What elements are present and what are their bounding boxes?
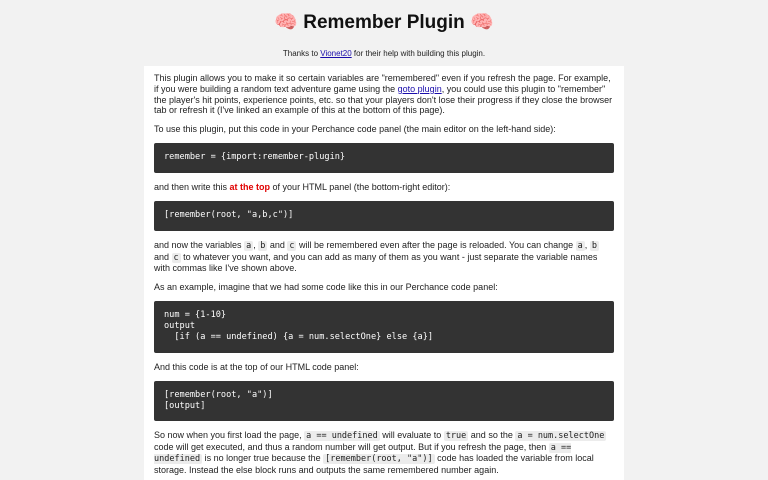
vars-comma2: , bbox=[584, 239, 590, 250]
usage-paragraph: To use this plugin, put this code in your Perchance code panel (the main editor on the left-hand side): bbox=[154, 124, 556, 135]
vars-and: and bbox=[267, 239, 288, 250]
inline-code-a: a bbox=[246, 240, 252, 251]
page-title: 🧠 Remember Plugin 🧠 bbox=[274, 12, 494, 33]
intro-text-b: , you could use this plugin to "remember" the player's hit points, experience points, etc. so that your players don't lose their progress if they close the browser tab or refresh it (I've linked an example of this at the bottom of this page). bbox=[154, 83, 613, 116]
vionet-link[interactable]: Vionet20 bbox=[320, 49, 352, 58]
inline-code-a2: a bbox=[577, 240, 583, 251]
example-paragraph: As an example, imagine that we had some code like this in our Perchance code panel: bbox=[154, 282, 498, 293]
then-text-b: of your HTML panel (the bottom-right editor): bbox=[270, 181, 451, 192]
inline-code-undefined-check: a == undefined bbox=[306, 430, 378, 441]
variables-paragraph bbox=[154, 240, 614, 274]
vars-comma: , bbox=[253, 239, 259, 250]
inline-code-c2: c bbox=[173, 252, 179, 263]
code-block-html[interactable]: [remember(root, "a")] [output] bbox=[154, 381, 614, 421]
thanks-suffix: for their help with building this plugin. bbox=[351, 49, 486, 58]
then-paragraph bbox=[154, 182, 614, 193]
first-text-d: code will get executed, and thus a random number will get output. But if you refresh the page, then bbox=[154, 441, 549, 452]
main-content bbox=[144, 66, 624, 480]
first-text-c: and so the bbox=[468, 429, 516, 440]
inline-code-remember-call: [remember(root, "a")] bbox=[325, 454, 433, 465]
thanks-line bbox=[0, 49, 768, 58]
thanks-prefix: Thanks to bbox=[282, 49, 321, 58]
goto-plugin-link[interactable]: goto plugin bbox=[397, 83, 442, 94]
code-block-remember[interactable]: [remember(root, "a,b,c")] bbox=[154, 201, 614, 231]
vars-text-b: will be remembered even after the page is reloaded. You can change bbox=[296, 239, 576, 250]
inline-code-true: true bbox=[445, 430, 467, 441]
vars-and2: and bbox=[154, 251, 172, 262]
vars-text-c: to whatever you want, and you can add as many of them as you want - just separate the variable names with commas like I've shown above. bbox=[154, 251, 598, 274]
inline-code-c: c bbox=[289, 240, 295, 251]
intro-paragraph bbox=[154, 73, 614, 116]
intro-text-a: This plugin allows you to make it so certain variables are "remembered" even if you refresh the page. For example, if you were building a random text adventure game using the bbox=[154, 73, 611, 94]
inline-code-b: b bbox=[260, 240, 266, 251]
vars-text-a: and now the variables bbox=[154, 239, 245, 250]
inline-code-b2: b bbox=[591, 240, 597, 251]
explanation-paragraph bbox=[154, 430, 614, 476]
inline-code-undefined-check-2: a == undefined bbox=[154, 442, 572, 465]
html-top-paragraph: And this code is at the top of our HTML code panel: bbox=[154, 361, 359, 372]
then-text-a: and then write this bbox=[154, 181, 230, 192]
inline-code-select-one: a = num.selectOne bbox=[517, 430, 605, 441]
first-text-b: will evaluate to bbox=[379, 429, 444, 440]
first-text-a: So now when you first load the page, bbox=[154, 429, 305, 440]
code-block-import[interactable]: remember = {import:remember-plugin} bbox=[154, 143, 614, 173]
code-block-example[interactable]: num = {1-10} output [if (a == undefined) {a = num.selectOne} else {a}] bbox=[154, 301, 614, 353]
first-text-f: code has loaded the variable from local storage. Instead the else block runs and outputs the same remembered number again. bbox=[154, 453, 594, 476]
at-the-top-emphasis: at the top bbox=[229, 181, 271, 192]
first-text-e: is no longer true because the bbox=[202, 453, 324, 464]
